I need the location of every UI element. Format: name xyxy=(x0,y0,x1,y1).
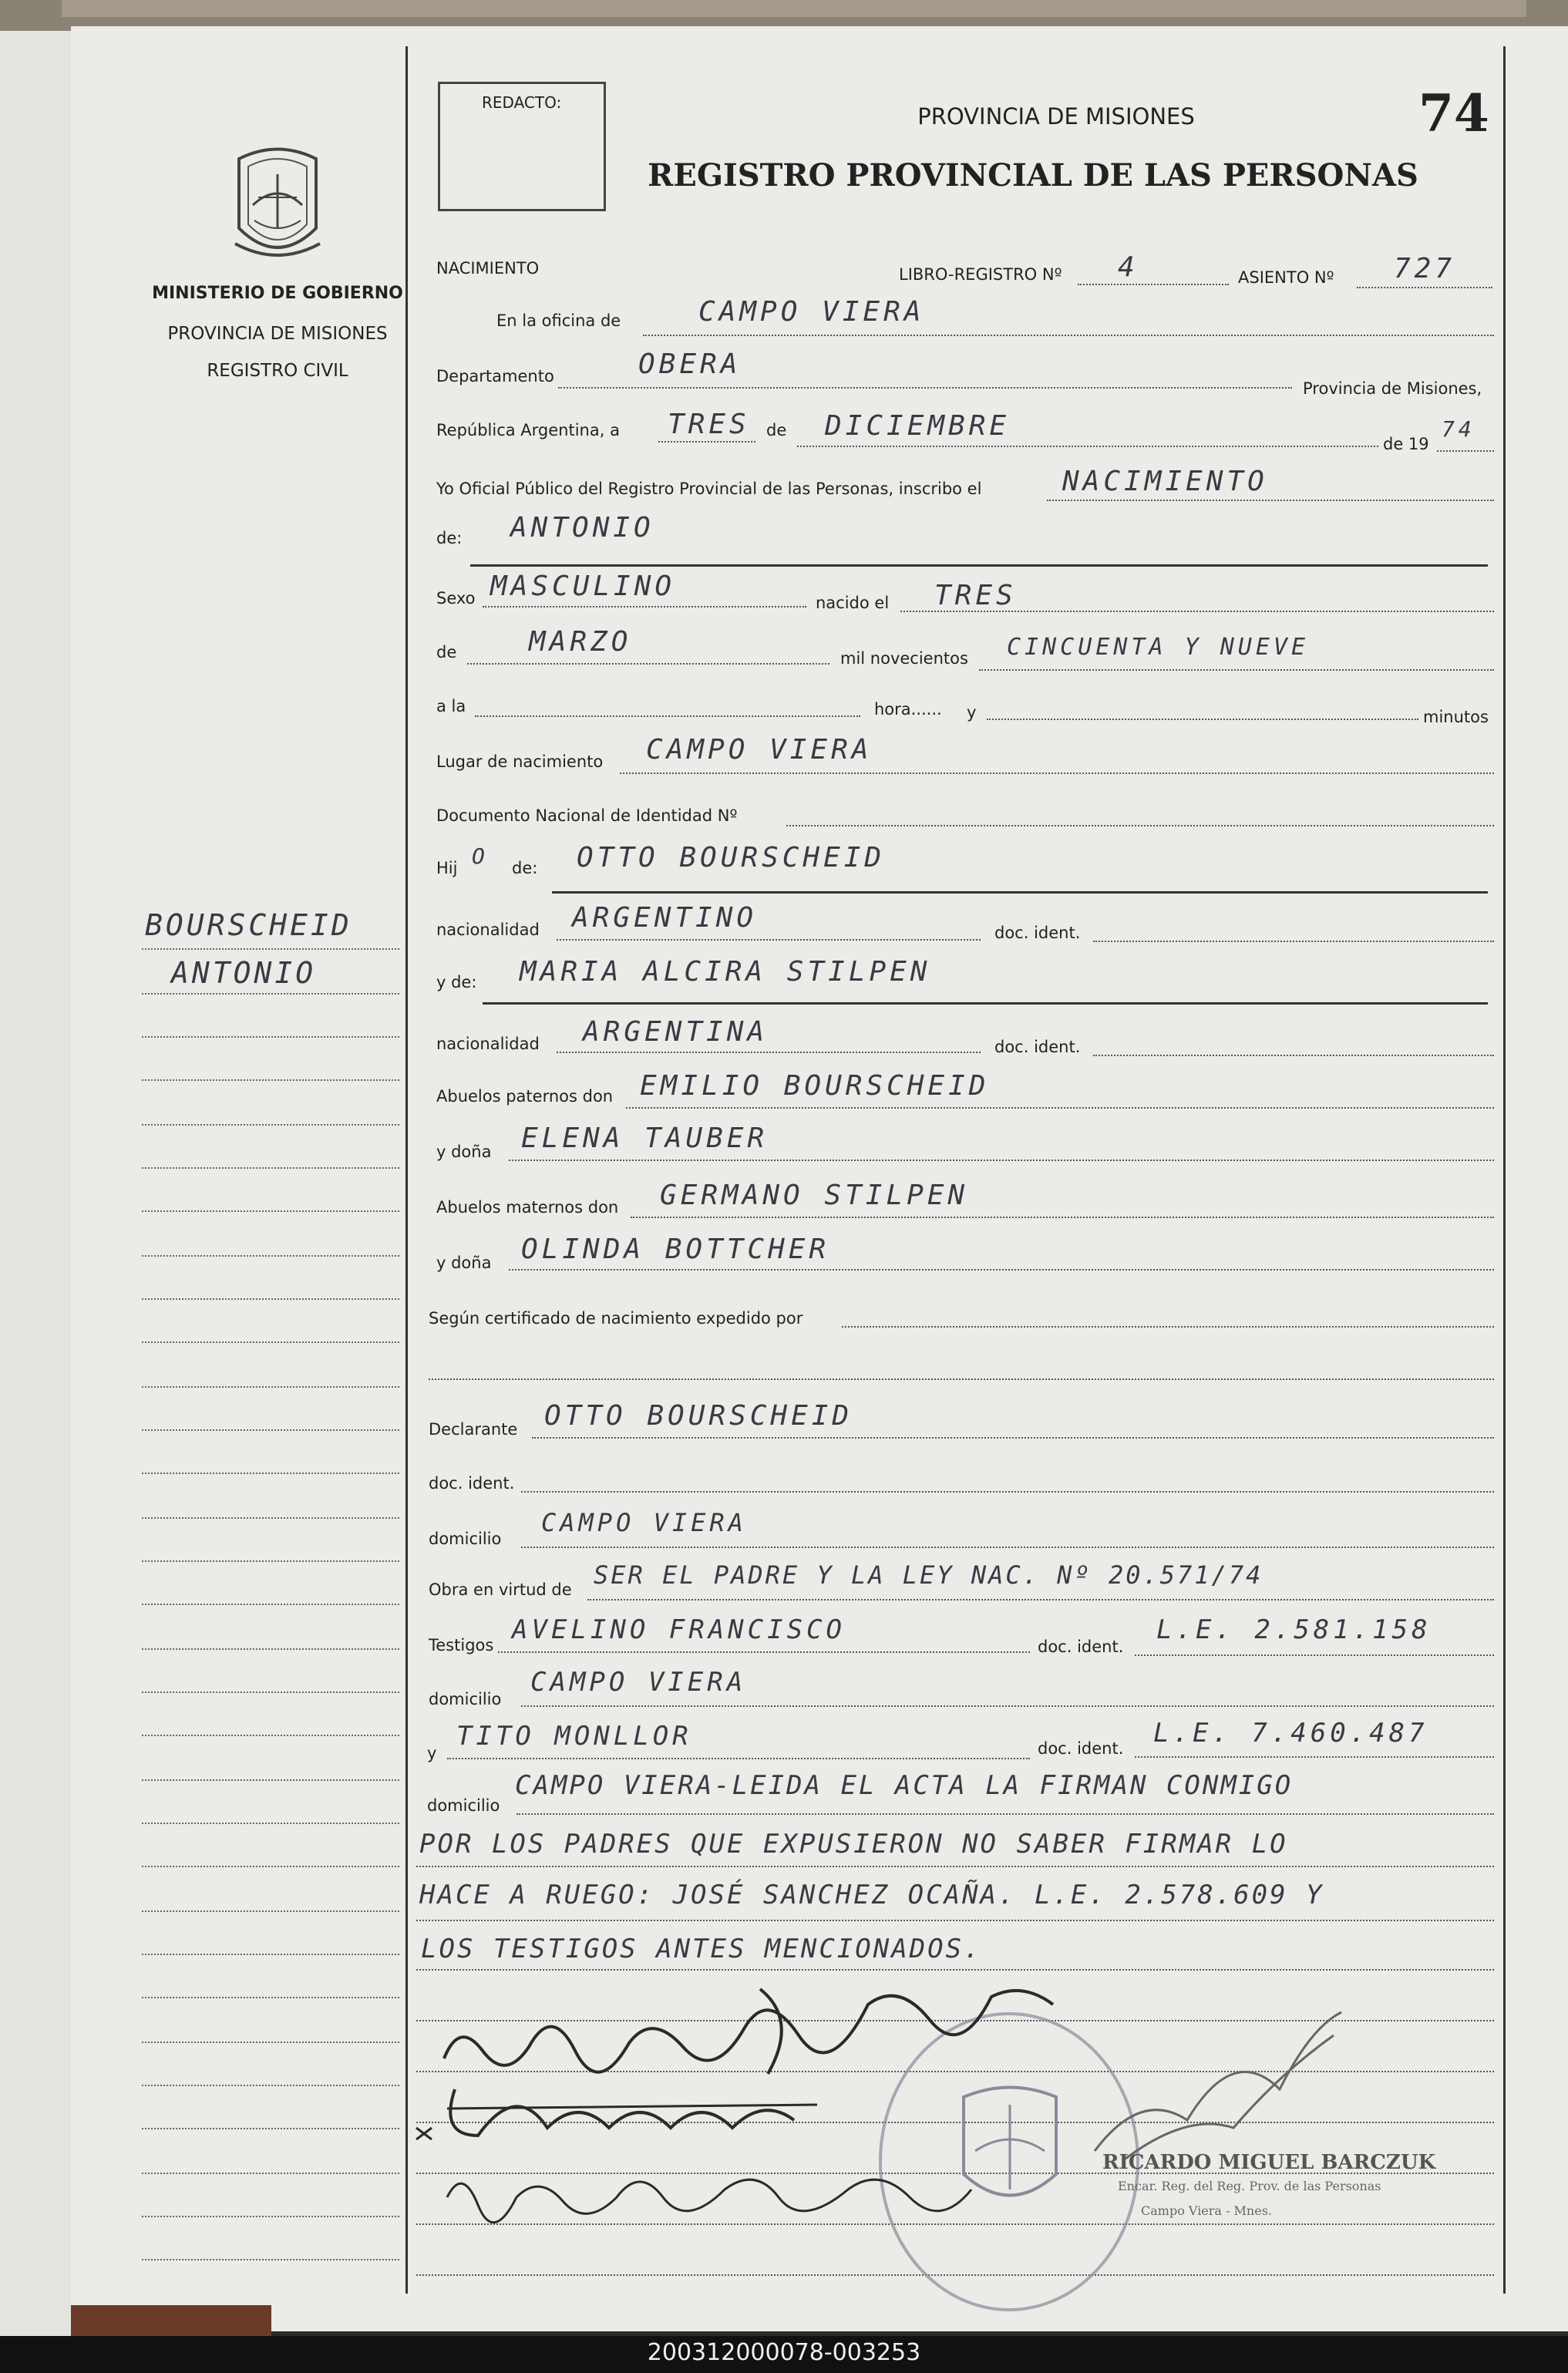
margin-line xyxy=(142,1735,399,1736)
provincial-seal-icon xyxy=(224,143,331,268)
label-hij-de: de: xyxy=(512,859,538,877)
margin-line xyxy=(142,1473,399,1474)
label-documento: Documento Nacional de Identidad Nº xyxy=(436,806,738,825)
value-padre: OTTO BOURSCHEID xyxy=(577,842,886,873)
margin-line xyxy=(142,1036,399,1038)
form-left-rule xyxy=(405,46,408,2294)
margin-line xyxy=(142,993,399,995)
value-dia: TRES xyxy=(668,409,750,440)
label-de: de xyxy=(766,421,787,439)
value-hij-suffix: O xyxy=(472,843,489,869)
note-line-1: CAMPO VIERA-LEIDA EL ACTA LA FIRMAN CONMIGO xyxy=(515,1770,1294,1801)
margin-line xyxy=(142,2041,399,2043)
value-nacido-anio: CINCUENTA Y NUEVE xyxy=(1007,634,1310,661)
label-provincia-misiones: Provincia de Misiones, xyxy=(1303,379,1482,398)
value-abuelo-materno: GERMANO STILPEN xyxy=(660,1180,969,1211)
margin-line xyxy=(142,1954,399,1955)
margin-line xyxy=(142,2085,399,2086)
margin-firstname: ANTONIO xyxy=(171,956,317,990)
note-line-3: HACE A RUEGO: JOSÉ SANCHEZ OCAÑA. L.E. 2.578.609 Y xyxy=(419,1880,1324,1910)
archive-identifier: 200312000078-003253 xyxy=(647,2339,921,2366)
note-line-4: LOS TESTIGOS ANTES MENCIONADOS. xyxy=(421,1934,982,1964)
margin-line xyxy=(142,1386,399,1388)
left-facing-page xyxy=(0,31,77,2336)
value-obra-virtud: SER EL PADRE Y LA LEY NAC. Nº 20.571/74 xyxy=(594,1560,1263,1590)
margin-line xyxy=(142,1079,399,1081)
margin-line xyxy=(142,2259,399,2260)
margin-line xyxy=(142,1341,399,1343)
label-doc-ident-padre: doc. ident. xyxy=(994,924,1081,942)
folio-number: 74 xyxy=(1418,83,1489,143)
margin-line xyxy=(142,2216,399,2217)
label-asiento: ASIENTO Nº xyxy=(1238,268,1334,287)
label-doc-ident-testigo1: doc. ident. xyxy=(1038,1638,1124,1656)
form-right-rule xyxy=(1503,46,1506,2294)
label-domicilio-testigo1: domicilio xyxy=(429,1690,502,1708)
margin-line xyxy=(142,1298,399,1300)
margin-line xyxy=(142,1167,399,1169)
value-nombre: ANTONIO xyxy=(510,512,654,544)
margin-line xyxy=(142,1648,399,1650)
value-oficina: CAMPO VIERA xyxy=(698,296,925,328)
label-y-testigo2: y xyxy=(427,1744,437,1762)
margin-line xyxy=(142,1997,399,1998)
value-madre: MARIA ALCIRA STILPEN xyxy=(520,956,931,988)
value-testigo2-doc: L.E. 7.460.487 xyxy=(1153,1718,1428,1749)
official-title: Encar. Reg. del Reg. Prov. de las Personas xyxy=(1118,2179,1381,2193)
label-y-dona-pat: y doña xyxy=(436,1143,492,1161)
label-de-nombre: de: xyxy=(436,529,463,547)
label-nacionalidad-madre: nacionalidad xyxy=(436,1035,540,1053)
label-abuelos-paternos: Abuelos paternos don xyxy=(436,1087,614,1106)
value-asiento: 727 xyxy=(1394,253,1456,284)
label-hij: Hij xyxy=(436,859,458,877)
value-departamento: OBERA xyxy=(638,348,742,380)
margin-line xyxy=(142,1429,399,1431)
value-padre-nac: ARGENTINO xyxy=(572,902,758,934)
label-domicilio-declarante: domicilio xyxy=(429,1530,502,1548)
page-corner xyxy=(71,2305,271,2336)
margin-line xyxy=(142,1517,399,1519)
value-acto: NACIMIENTO xyxy=(1062,466,1268,497)
label-libro: LIBRO-REGISTRO Nº xyxy=(899,265,1062,284)
value-nacido-dia: TRES xyxy=(934,580,1017,611)
value-domicilio-testigo1: CAMPO VIERA xyxy=(530,1667,747,1698)
label-mil-novecientos: mil novecientos xyxy=(840,649,968,668)
value-sexo: MASCULINO xyxy=(490,571,676,602)
margin-line xyxy=(142,1691,399,1693)
label-y-min: y xyxy=(967,703,977,722)
margin-surname: BOURSCHEID xyxy=(145,908,352,942)
margin-line xyxy=(142,948,399,950)
label-domicilio-testigo2: domicilio xyxy=(427,1796,500,1815)
value-domicilio-declarante: CAMPO VIERA xyxy=(541,1508,747,1537)
ministry-name: MINISTERIO DE GOBIERNO xyxy=(152,284,403,303)
label-yo-oficial: Yo Oficial Público del Registro Provincial de las Personas, inscribo el xyxy=(436,480,982,498)
value-libro: 4 xyxy=(1118,251,1139,283)
value-testigo2: TITO MONLLOR xyxy=(456,1721,692,1752)
label-segun-certificado: Según certificado de nacimiento expedido por xyxy=(429,1309,803,1328)
signature-official xyxy=(1079,1997,1357,2174)
label-declarante: Declarante xyxy=(429,1420,518,1439)
label-de-mes: de xyxy=(436,643,457,661)
label-a-la: a la xyxy=(436,697,466,715)
registry-title: REGISTRO PROVINCIAL DE LAS PERSONAS xyxy=(648,157,1418,194)
sidebar-province: PROVINCIA DE MISIONES xyxy=(167,324,388,344)
label-doc-ident-testigo2: doc. ident. xyxy=(1038,1739,1124,1758)
label-sexo: Sexo xyxy=(436,589,476,608)
margin-line xyxy=(142,1255,399,1257)
label-testigos: Testigos xyxy=(429,1636,494,1654)
signature-jose-sanchez-ocana xyxy=(432,2143,987,2228)
value-anio: 74 xyxy=(1442,416,1475,442)
margin-line xyxy=(142,1210,399,1212)
value-abuela-materna: OLINDA BOTTCHER xyxy=(521,1234,830,1265)
value-lugar: CAMPO VIERA xyxy=(646,734,873,766)
label-minutos: minutos xyxy=(1423,708,1489,726)
label-obra-virtud: Obra en virtud de xyxy=(429,1580,572,1599)
label-doc-ident-madre: doc. ident. xyxy=(994,1038,1081,1056)
value-nacido-mes: MARZO xyxy=(529,626,632,658)
label-nacido-el: nacido el xyxy=(816,594,890,612)
value-declarante: OTTO BOURSCHEID xyxy=(544,1400,853,1432)
value-testigo1: AVELINO FRANCISCO xyxy=(512,1614,846,1645)
margin-line xyxy=(142,2128,399,2129)
official-place: Campo Viera - Mnes. xyxy=(1141,2203,1272,2218)
margin-line xyxy=(142,1779,399,1781)
label-lugar: Lugar de nacimiento xyxy=(436,752,604,771)
label-abuelos-maternos: Abuelos maternos don xyxy=(436,1198,619,1217)
label-y-de: y de: xyxy=(436,973,477,991)
label-de-19: de 19 xyxy=(1383,435,1429,453)
value-mes: DICIEMBRE xyxy=(825,410,1011,442)
book-page-stack xyxy=(62,0,1526,17)
label-republica: República Argentina, a xyxy=(436,421,620,439)
margin-line xyxy=(142,1604,399,1605)
province-heading: PROVINCIA DE MISIONES xyxy=(917,103,1195,130)
label-doc-ident-declarante: doc. ident. xyxy=(429,1474,515,1493)
label-hora: hora...... xyxy=(874,700,942,719)
redacto-box xyxy=(438,82,606,211)
label-departamento: Departamento xyxy=(436,367,554,385)
margin-line xyxy=(142,1124,399,1126)
label-oficina: En la oficina de xyxy=(496,311,621,330)
margin-line xyxy=(142,1866,399,1867)
value-abuela-paterna: ELENA TAUBER xyxy=(521,1123,769,1154)
label-nacimiento: NACIMIENTO xyxy=(436,259,540,278)
official-name: RICARDO MIGUEL BARCZUK xyxy=(1102,2151,1436,2174)
value-madre-nac: ARGENTINA xyxy=(583,1016,769,1048)
label-y-dona-mat: y doña xyxy=(436,1254,492,1272)
label-nacionalidad-padre: nacionalidad xyxy=(436,921,540,939)
margin-line xyxy=(142,2173,399,2174)
note-line-2: POR LOS PADRES QUE EXPUSIERON NO SABER FIRMAR LO xyxy=(419,1829,1288,1860)
value-abuelo-paterno: EMILIO BOURSCHEID xyxy=(640,1070,990,1102)
margin-line xyxy=(142,1560,399,1562)
margin-line xyxy=(142,1823,399,1824)
redacto-label: REDACTO: xyxy=(482,93,562,112)
sidebar-registry: REGISTRO CIVIL xyxy=(207,361,348,381)
value-testigo1-doc: L.E. 2.581.158 xyxy=(1156,1614,1432,1645)
margin-line xyxy=(142,1910,399,1912)
